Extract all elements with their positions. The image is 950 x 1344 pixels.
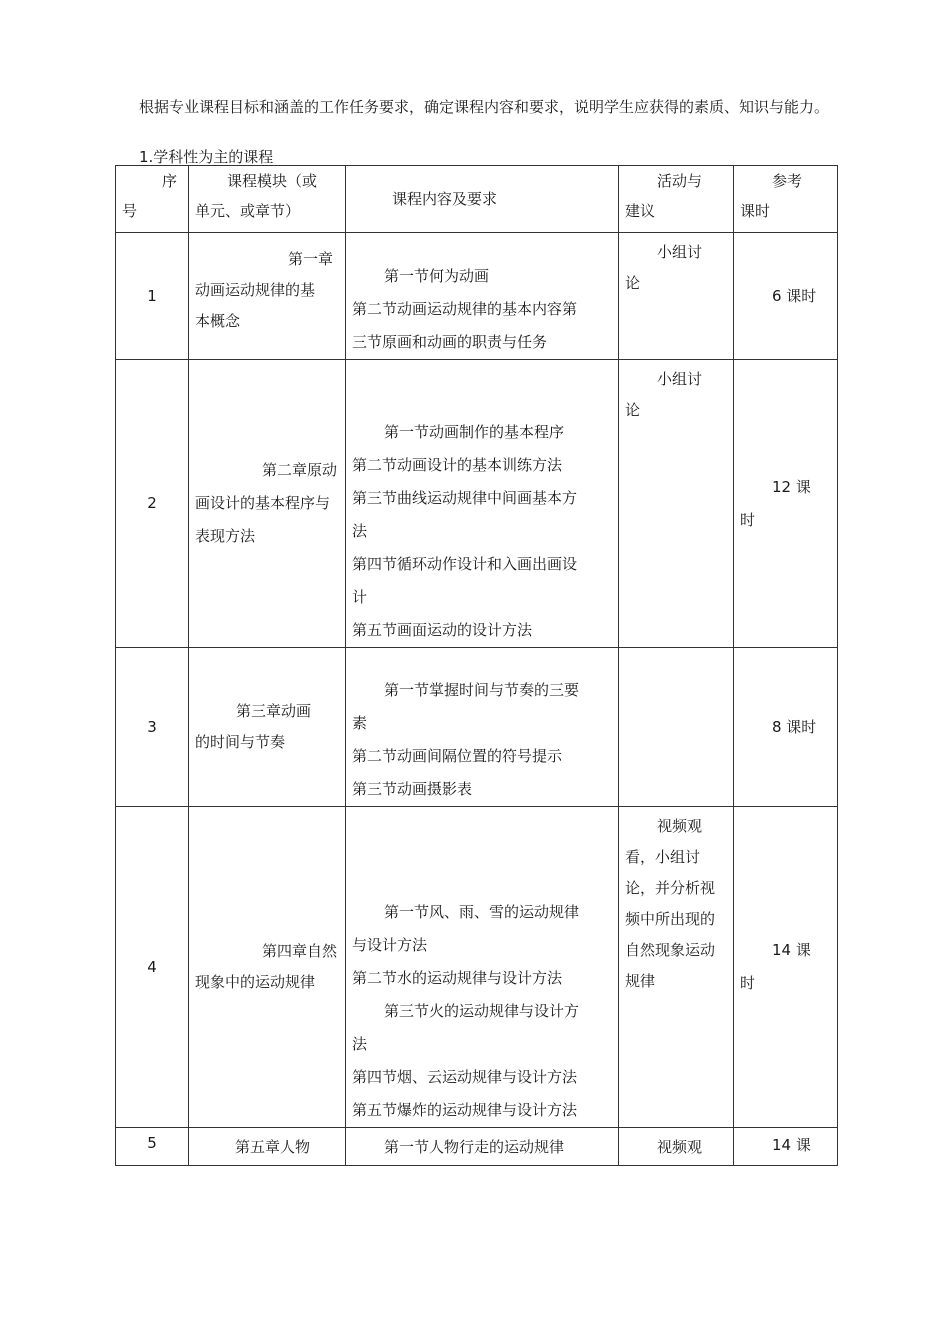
row-content-line: 素 bbox=[352, 714, 368, 732]
row-content-line: 第一节何为动画 bbox=[384, 267, 490, 285]
row-module-line: 第三章动画 bbox=[235, 702, 311, 720]
row-content-line: 第五节画面运动的设计方法 bbox=[352, 621, 533, 639]
row-number: 4 bbox=[116, 807, 189, 1128]
header-module bbox=[189, 166, 346, 233]
row-number: 1 bbox=[116, 233, 189, 360]
row-activity-line: 自然现象运动 bbox=[625, 941, 716, 959]
row-module-line: 第二章原动 bbox=[261, 461, 337, 479]
row-content-line: 第二节水的运动规律与设计方法 bbox=[352, 969, 563, 987]
row-module-line: 现象中的运动规律 bbox=[195, 973, 316, 991]
row-content-line: 第一节动画制作的基本程序 bbox=[384, 423, 565, 441]
row-module bbox=[189, 648, 346, 807]
row-activity-line: 小组讨 bbox=[657, 243, 703, 261]
row-hours-line: 14 课 bbox=[772, 1136, 811, 1154]
row-hours bbox=[734, 648, 838, 807]
row-activity-line: 论 bbox=[625, 274, 641, 292]
row-content-line: 第一节掌握时间与节奏的三要 bbox=[384, 681, 580, 699]
row-content-line: 第三节火的运动规律与设计方 bbox=[384, 1002, 580, 1020]
header-hours-line1: 参考 bbox=[772, 172, 803, 190]
row-hours-line: 6 课时 bbox=[772, 286, 817, 305]
header-module-line2: 单元、或章节） bbox=[195, 202, 301, 220]
row-content bbox=[346, 360, 619, 648]
row-module bbox=[189, 1128, 346, 1166]
row-hours-line: 8 课时 bbox=[772, 717, 817, 736]
header-num-line1: 序 bbox=[162, 172, 178, 190]
header-activity-line2: 建议 bbox=[625, 202, 656, 220]
row-content-line: 第四节循环动作设计和入画出画设 bbox=[352, 555, 578, 573]
table-header-row bbox=[116, 166, 838, 233]
row-module-line: 表现方法 bbox=[195, 527, 256, 545]
row-content-line: 法 bbox=[352, 522, 368, 540]
row-module-line: 第四章自然 bbox=[261, 942, 337, 960]
row-module-line: 第五章人物 bbox=[235, 1138, 311, 1156]
row-content bbox=[346, 233, 619, 360]
row-content-line: 第三节动画摄影表 bbox=[352, 780, 473, 798]
row-module bbox=[189, 360, 346, 648]
row-content-line: 三节原画和动画的职责与任务 bbox=[352, 333, 548, 351]
header-content-label: 课程内容及要求 bbox=[392, 189, 498, 208]
header-num-line2: 号 bbox=[122, 202, 138, 220]
row-activity-line: 论 bbox=[625, 401, 641, 419]
row-module-line: 画设计的基本程序与 bbox=[195, 494, 331, 512]
row-number: 2 bbox=[116, 360, 189, 648]
row-hours bbox=[734, 233, 838, 360]
row-module bbox=[189, 807, 346, 1128]
row-content-line: 与设计方法 bbox=[352, 936, 428, 954]
row-activity-line: 论，并分析视 bbox=[625, 879, 716, 897]
table-row bbox=[116, 807, 838, 1128]
header-activity bbox=[619, 166, 734, 233]
header-hours bbox=[734, 166, 838, 233]
row-content bbox=[346, 1128, 619, 1166]
row-content-line: 第二节动画运动规律的基本内容第 bbox=[352, 300, 578, 318]
row-content-line: 第四节烟、云运动规律与设计方法 bbox=[352, 1068, 578, 1086]
header-activity-line1: 活动与 bbox=[657, 172, 703, 190]
row-activity bbox=[619, 807, 734, 1128]
row-content-line: 第一节风、雨、雪的运动规律 bbox=[384, 903, 580, 921]
row-activity bbox=[619, 233, 734, 360]
table-row bbox=[116, 648, 838, 807]
row-hours-line: 12 课 bbox=[772, 477, 811, 496]
row-content-line: 法 bbox=[352, 1035, 368, 1053]
row-activity bbox=[619, 648, 734, 807]
row-module bbox=[189, 233, 346, 360]
row-activity-line: 视频观 bbox=[657, 1138, 703, 1156]
row-activity-line: 看，小组讨 bbox=[625, 848, 701, 866]
row-activity bbox=[619, 360, 734, 648]
row-hours-line: 14 课 bbox=[772, 941, 811, 959]
row-hours bbox=[734, 807, 838, 1128]
section-title: 1.学科性为主的课程 bbox=[139, 148, 274, 166]
row-content-line: 第三节曲线运动规律中间画基本方 bbox=[352, 489, 578, 507]
intro-paragraph: 根据专业课程目标和涵盖的工作任务要求，确定课程内容和要求，说明学生应获得的素质、知识与能力。 bbox=[139, 98, 830, 116]
header-content bbox=[346, 166, 619, 233]
header-module-line1: 课程模块（或 bbox=[227, 172, 318, 190]
row-content-line: 计 bbox=[352, 588, 368, 606]
row-module-line: 第一章 bbox=[287, 250, 333, 268]
row-activity-line: 频中所出现的 bbox=[625, 910, 716, 928]
row-number: 3 bbox=[116, 648, 189, 807]
row-activity-line: 视频观 bbox=[657, 817, 703, 835]
row-hours-line: 时 bbox=[740, 510, 756, 529]
row-module-line: 的时间与节奏 bbox=[195, 733, 286, 751]
row-content-line: 第二节动画间隔位置的符号提示 bbox=[352, 747, 563, 765]
header-num bbox=[116, 166, 189, 233]
row-activity-line: 小组讨 bbox=[657, 370, 703, 388]
row-number: 5 bbox=[116, 1128, 189, 1166]
table-row bbox=[116, 233, 838, 360]
row-hours bbox=[734, 1128, 838, 1166]
row-hours-line: 时 bbox=[740, 974, 756, 992]
row-module-line: 动画运动规律的基 bbox=[195, 281, 316, 299]
row-content bbox=[346, 648, 619, 807]
row-activity-line: 规律 bbox=[625, 972, 656, 990]
row-content bbox=[346, 807, 619, 1128]
row-activity bbox=[619, 1128, 734, 1166]
row-module-line: 本概念 bbox=[195, 312, 241, 330]
row-content-line: 第五节爆炸的运动规律与设计方法 bbox=[352, 1101, 578, 1119]
table-row bbox=[116, 360, 838, 648]
row-content-line: 第一节人物行走的运动规律 bbox=[384, 1138, 565, 1156]
header-hours-line2: 课时 bbox=[740, 202, 771, 220]
row-hours bbox=[734, 360, 838, 648]
row-content-line: 第二节动画设计的基本训练方法 bbox=[352, 456, 563, 474]
course-content-table bbox=[115, 165, 838, 1166]
table-row bbox=[116, 1128, 838, 1166]
